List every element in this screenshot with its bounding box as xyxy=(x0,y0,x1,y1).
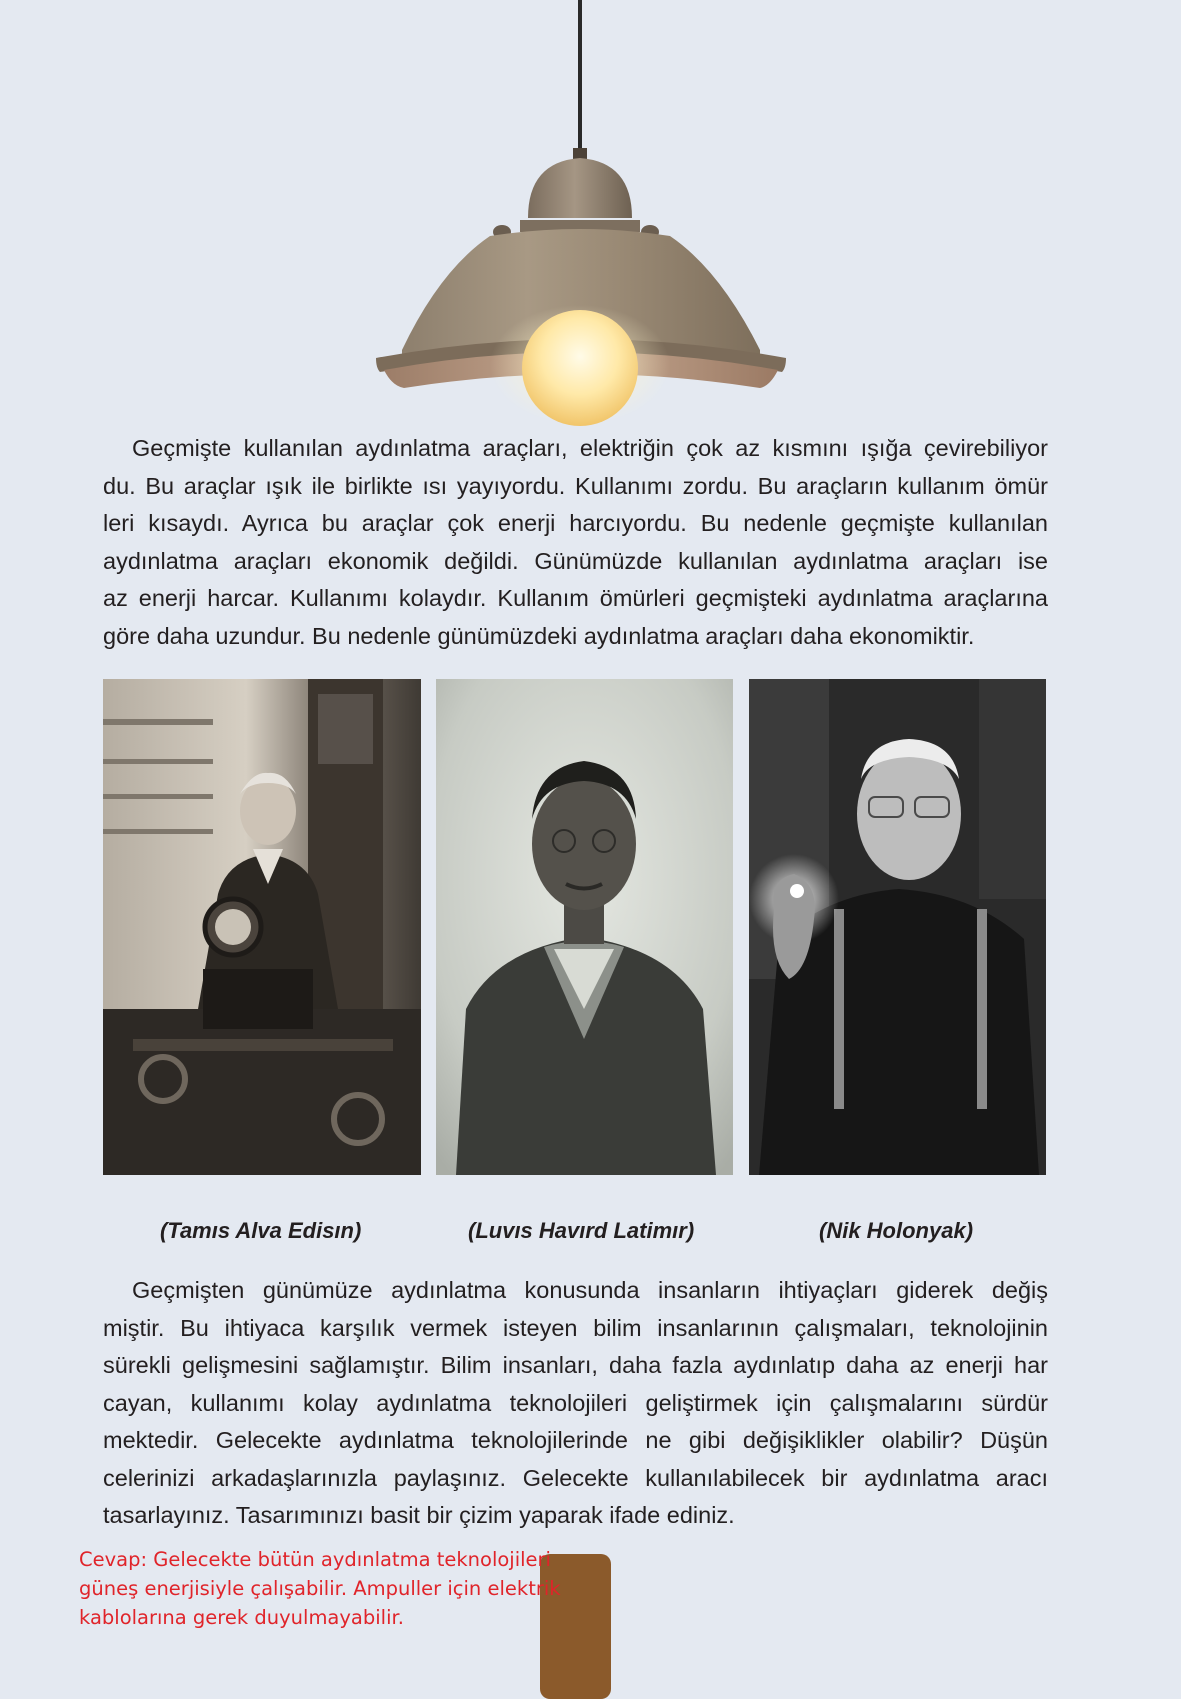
paragraph-line: sürekli gelişmesini sağlamıştır. Bilim insanları, daha fazla aydınlatıp daha az enerji har xyxy=(103,1352,1048,1378)
caption-edison: (Tamıs Alva Edisın) xyxy=(160,1218,362,1243)
paragraph-line: az enerji harcar. Kullanımı kolaydır. Kullanım ömürleri geçmişteki aydınlatma araçlarına xyxy=(103,585,1048,611)
paragraph-line: miştir. Bu ihtiyaca karşılık vermek isteyen bilim insanlarının çalışmaları, teknolojinin xyxy=(103,1314,1048,1341)
paragraph-line: mektedir. Gelecekte aydınlatma teknolojilerinde ne gibi değişiklikler olabilir? Düşün xyxy=(103,1427,1048,1453)
paragraph-line: celerinizi arkadaşlarınızla paylaşınız. Gelecekte kullanılabilecek bir aydınlatma aracı xyxy=(103,1464,1048,1491)
paragraph-line: cayan, kullanımı kolay aydınlatma teknolojileri geliştirmek için çalışmalarını sürdür xyxy=(103,1389,1048,1416)
latimer-photo xyxy=(436,679,733,1175)
paragraph-line: tasarlayınız. Tasarımınızı basit bir çizim yaparak ifade ediniz. xyxy=(103,1502,735,1528)
paragraph-line: Geçmişten günümüze aydınlatma konusunda insanların ihtiyaçları giderek değiş xyxy=(132,1277,1048,1303)
answer-line: Cevap: Gelecekte bütün aydınlatma teknolojileri xyxy=(79,1548,551,1571)
pendant-lamp-illustration xyxy=(0,0,1181,430)
paragraph-line: leri kısaydı. Ayrıca bu araçlar çok enerji harcıyordu. Bu nedenle geçmişte kullanılan xyxy=(103,510,1048,536)
intro-paragraph xyxy=(103,430,1048,655)
edison-photo xyxy=(103,679,421,1175)
caption-holonyak: (Nik Holonyak) xyxy=(819,1218,974,1243)
answer-text xyxy=(79,1545,561,1632)
paragraph-line: göre daha uzundur. Bu nedenle günümüzdeki aydınlatma araçları daha ekonomiktir. xyxy=(103,622,975,649)
answer-line: güneş enerjisiyle çalışabilir. Ampuller için elektrik xyxy=(79,1577,561,1600)
answer-line: kablolarına gerek duyulmayabilir. xyxy=(79,1606,404,1629)
holonyak-photo xyxy=(749,679,1046,1175)
paragraph-line: aydınlatma araçları ekonomik değildi. Günümüzde kullanılan aydınlatma araçları ise xyxy=(103,547,1048,574)
question-paragraph xyxy=(103,1272,1048,1535)
paragraph-line: du. Bu araçlar ışık ile birlikte ısı yayıyordu. Kullanımı zordu. Bu araçların kullanım ömür xyxy=(103,472,1048,499)
caption-latimer: (Luvıs Havırd Latimır) xyxy=(468,1218,695,1243)
paragraph-line: Geçmişte kullanılan aydınlatma araçları, elektriğin çok az kısmını ışığa çevirebiliyor xyxy=(132,435,1048,461)
